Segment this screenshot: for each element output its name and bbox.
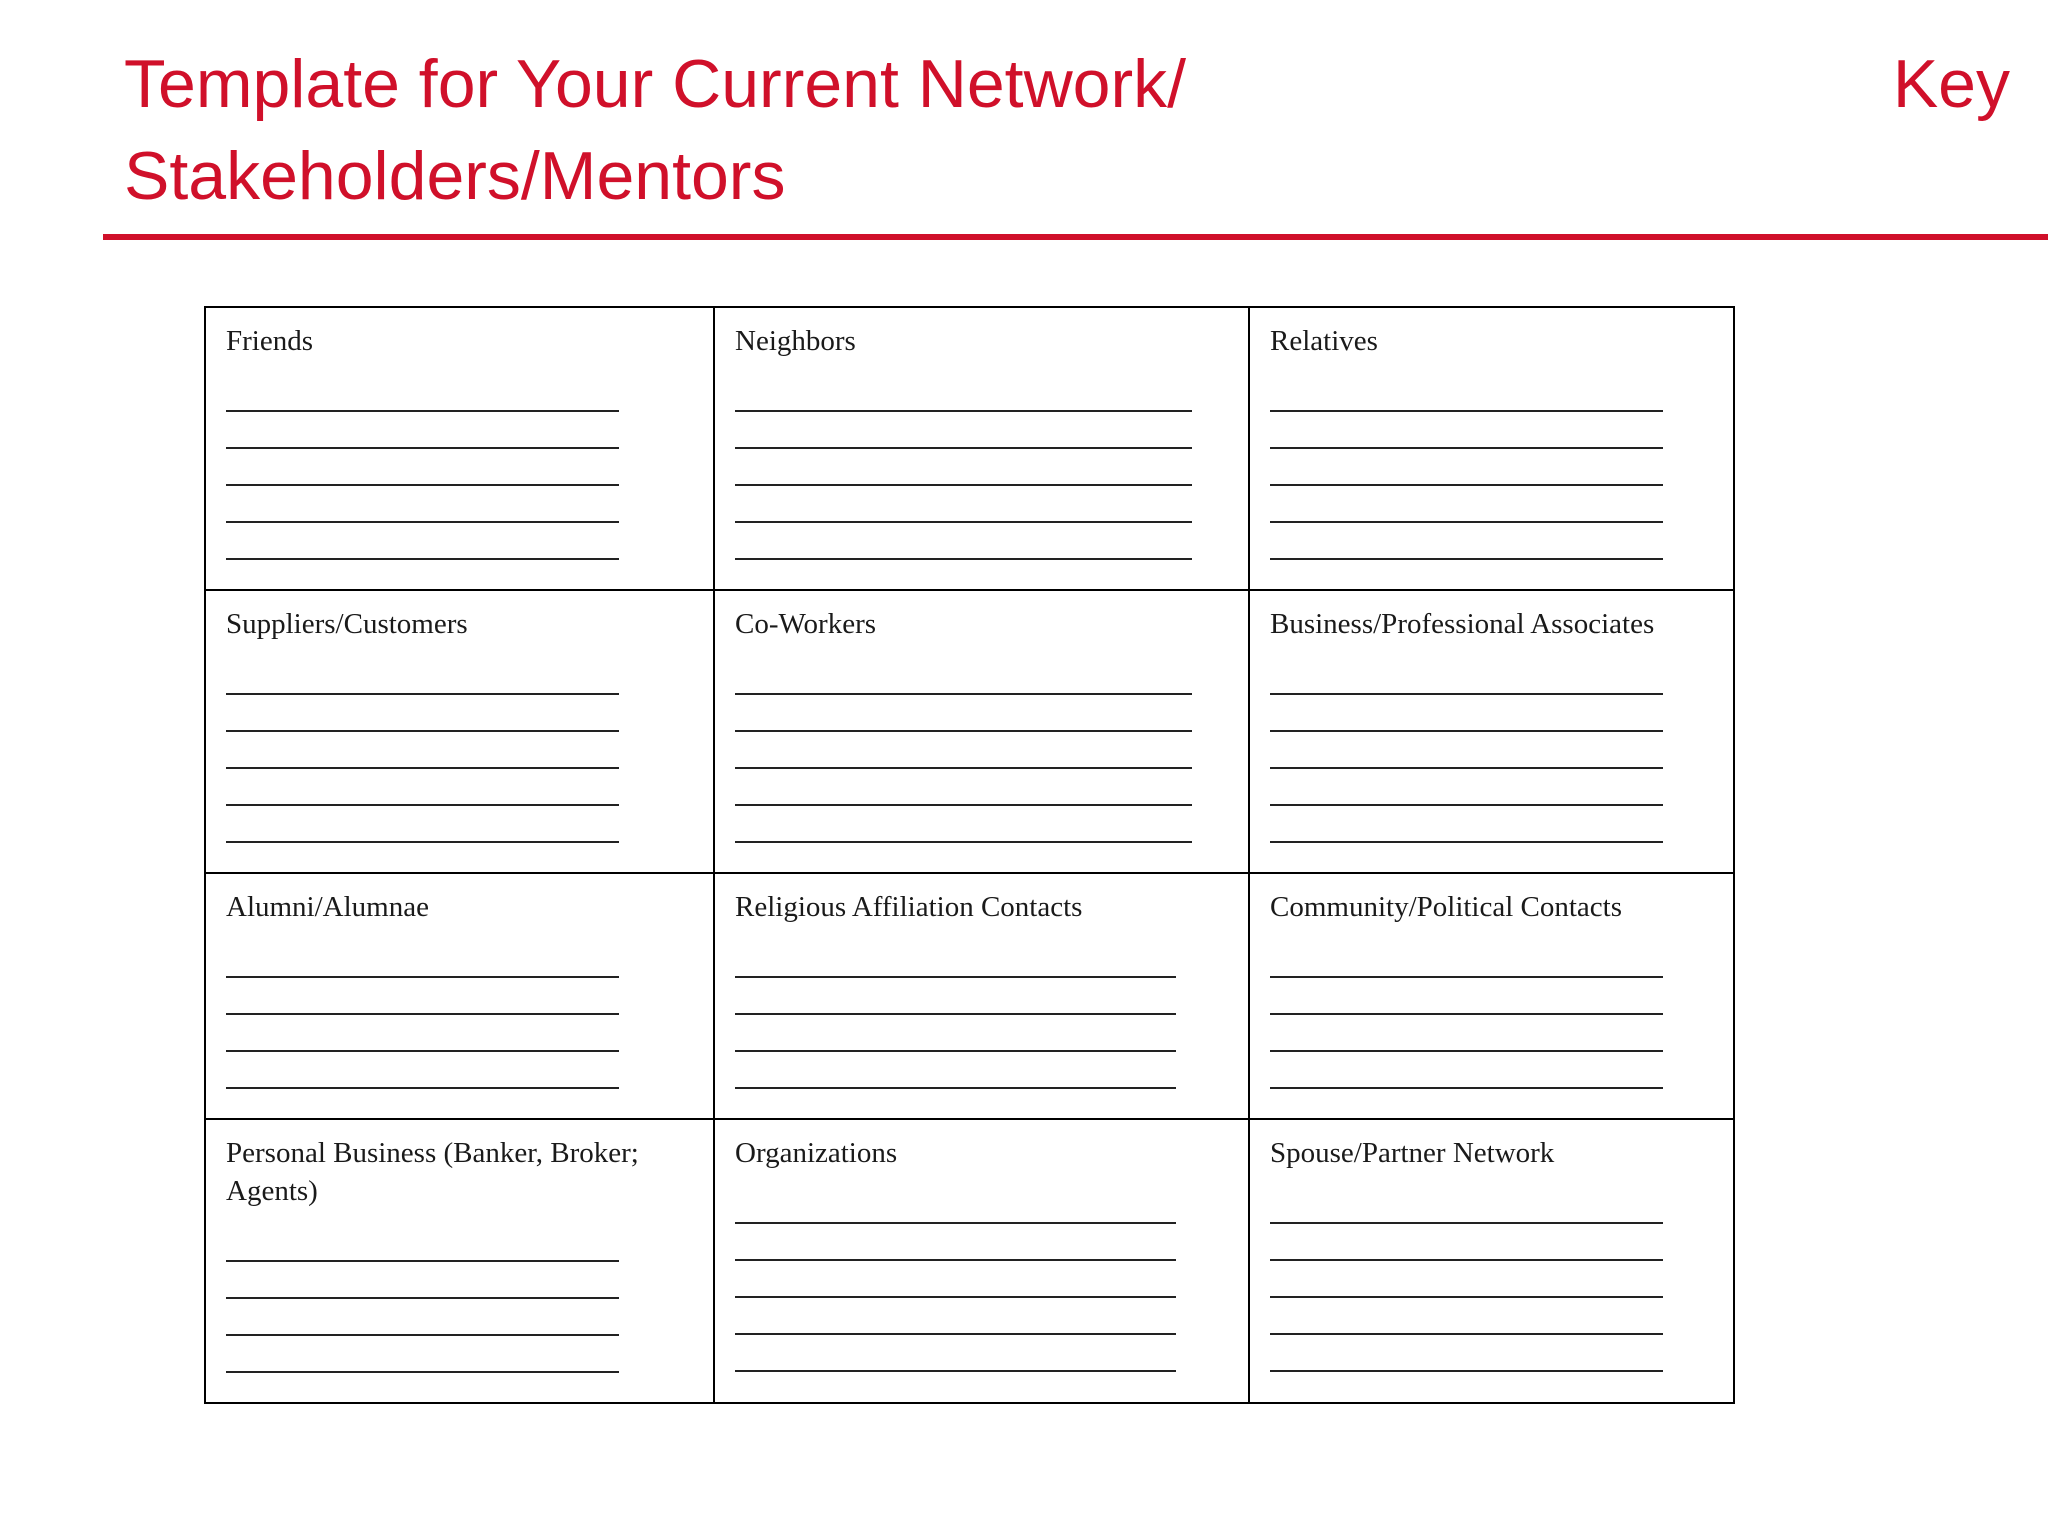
write-in-line[interactable] [1270,843,1663,874]
blank-lines[interactable] [226,941,713,1120]
write-in-line[interactable] [1270,1372,1663,1402]
write-in-line[interactable] [226,375,619,412]
write-in-line[interactable] [226,1373,619,1402]
write-in-line[interactable] [735,806,1192,843]
cell-label: Relatives [1270,325,1378,357]
cell-personal-business [206,1120,715,1402]
cell-label: Business/Professional Associates [1270,608,1655,640]
write-in-line[interactable] [226,1089,619,1120]
blank-lines[interactable] [226,375,713,591]
blank-lines[interactable] [1270,941,1733,1120]
write-in-line[interactable] [226,978,619,1015]
write-in-line[interactable] [735,375,1192,412]
write-in-line[interactable] [735,941,1176,978]
cell-label: Neighbors [735,325,856,357]
write-in-line[interactable] [735,978,1176,1015]
write-in-line[interactable] [226,1299,619,1336]
cell-suppliers-customers [206,591,715,874]
cell-label: Suppliers/Customers [226,608,468,640]
cell-label: Friends [226,325,313,357]
write-in-line[interactable] [735,843,1192,874]
page-title-line-2: Stakeholders/Mentors [124,138,786,214]
write-in-line[interactable] [1270,412,1663,449]
write-in-line[interactable] [226,732,619,769]
write-in-line[interactable] [1270,449,1663,486]
cell-label: Alumni/Alumnae [226,891,429,923]
cell-alumni-alumnae [206,874,715,1120]
write-in-line[interactable] [226,843,619,874]
cell-label: Community/Political Contacts [1270,891,1623,923]
blank-lines[interactable] [1270,375,1733,591]
key-label: Key [1892,46,2010,122]
write-in-line[interactable] [735,1224,1176,1261]
write-in-line[interactable] [226,806,619,843]
cell-label: Personal Business (Banker, Broker; Agents) [226,1137,639,1207]
write-in-line[interactable] [1270,658,1663,695]
cell-business-professional-associates [1250,591,1733,874]
write-in-line[interactable] [1270,769,1663,806]
write-in-line[interactable] [1270,523,1663,560]
write-in-line[interactable] [226,1052,619,1089]
write-in-line[interactable] [1270,375,1663,412]
write-in-line[interactable] [226,1336,619,1373]
write-in-line[interactable] [735,1261,1176,1298]
write-in-line[interactable] [1270,1335,1663,1372]
cell-community-political-contacts [1250,874,1733,1120]
write-in-line[interactable] [735,1015,1176,1052]
write-in-line[interactable] [735,523,1192,560]
blank-lines[interactable] [735,658,1248,874]
blank-lines[interactable] [735,941,1248,1120]
write-in-line[interactable] [735,560,1192,591]
blank-lines[interactable] [735,1187,1248,1402]
write-in-line[interactable] [226,412,619,449]
blank-lines[interactable] [1270,1187,1733,1402]
write-in-line[interactable] [735,1089,1176,1120]
write-in-line[interactable] [735,695,1192,732]
write-in-line[interactable] [735,658,1192,695]
cell-friends [206,308,715,591]
write-in-line[interactable] [735,1298,1176,1335]
write-in-line[interactable] [226,941,619,978]
write-in-line[interactable] [1270,560,1663,591]
write-in-line[interactable] [735,449,1192,486]
write-in-line[interactable] [1270,486,1663,523]
header-divider [103,234,2048,240]
write-in-line[interactable] [1270,732,1663,769]
write-in-line[interactable] [735,1052,1176,1089]
write-in-line[interactable] [226,523,619,560]
write-in-line[interactable] [1270,1187,1663,1224]
write-in-line[interactable] [735,1187,1176,1224]
write-in-line[interactable] [735,769,1192,806]
cell-religious-affiliation-contacts [715,874,1250,1120]
write-in-line[interactable] [735,1335,1176,1372]
write-in-line[interactable] [226,449,619,486]
cell-label: Spouse/Partner Network [1270,1137,1555,1169]
blank-lines[interactable] [1270,658,1733,874]
page-title-line-1: Template for Your Current Network/ [124,46,1187,122]
blank-lines[interactable] [226,658,713,874]
write-in-line[interactable] [226,695,619,732]
write-in-line[interactable] [735,732,1192,769]
write-in-line[interactable] [735,412,1192,449]
cell-label: Religious Affiliation Contacts [735,891,1083,923]
cell-neighbors [715,308,1250,591]
write-in-line[interactable] [226,658,619,695]
write-in-line[interactable] [1270,941,1663,978]
write-in-line[interactable] [226,560,619,591]
write-in-line[interactable] [1270,1052,1663,1089]
cell-label: Co-Workers [735,608,877,640]
network-template-grid [204,306,1735,1404]
write-in-line[interactable] [226,1262,619,1299]
write-in-line[interactable] [226,1225,619,1262]
cell-co-workers [715,591,1250,874]
write-in-line[interactable] [1270,1015,1663,1052]
write-in-line[interactable] [226,486,619,523]
cell-spouse-partner-network [1250,1120,1733,1402]
write-in-line[interactable] [735,486,1192,523]
page-title [124,38,1187,222]
cell-organizations [715,1120,1250,1402]
cell-relatives [1250,308,1733,591]
write-in-line[interactable] [226,1015,619,1052]
write-in-line[interactable] [1270,978,1663,1015]
write-in-line[interactable] [1270,1261,1663,1298]
write-in-line[interactable] [1270,1224,1663,1261]
write-in-line[interactable] [735,1372,1176,1402]
blank-lines[interactable] [226,1225,713,1402]
write-in-line[interactable] [1270,1298,1663,1335]
write-in-line[interactable] [1270,695,1663,732]
blank-lines[interactable] [735,375,1248,591]
write-in-line[interactable] [1270,1089,1663,1120]
write-in-line[interactable] [226,769,619,806]
write-in-line[interactable] [1270,806,1663,843]
cell-label: Organizations [735,1137,898,1169]
